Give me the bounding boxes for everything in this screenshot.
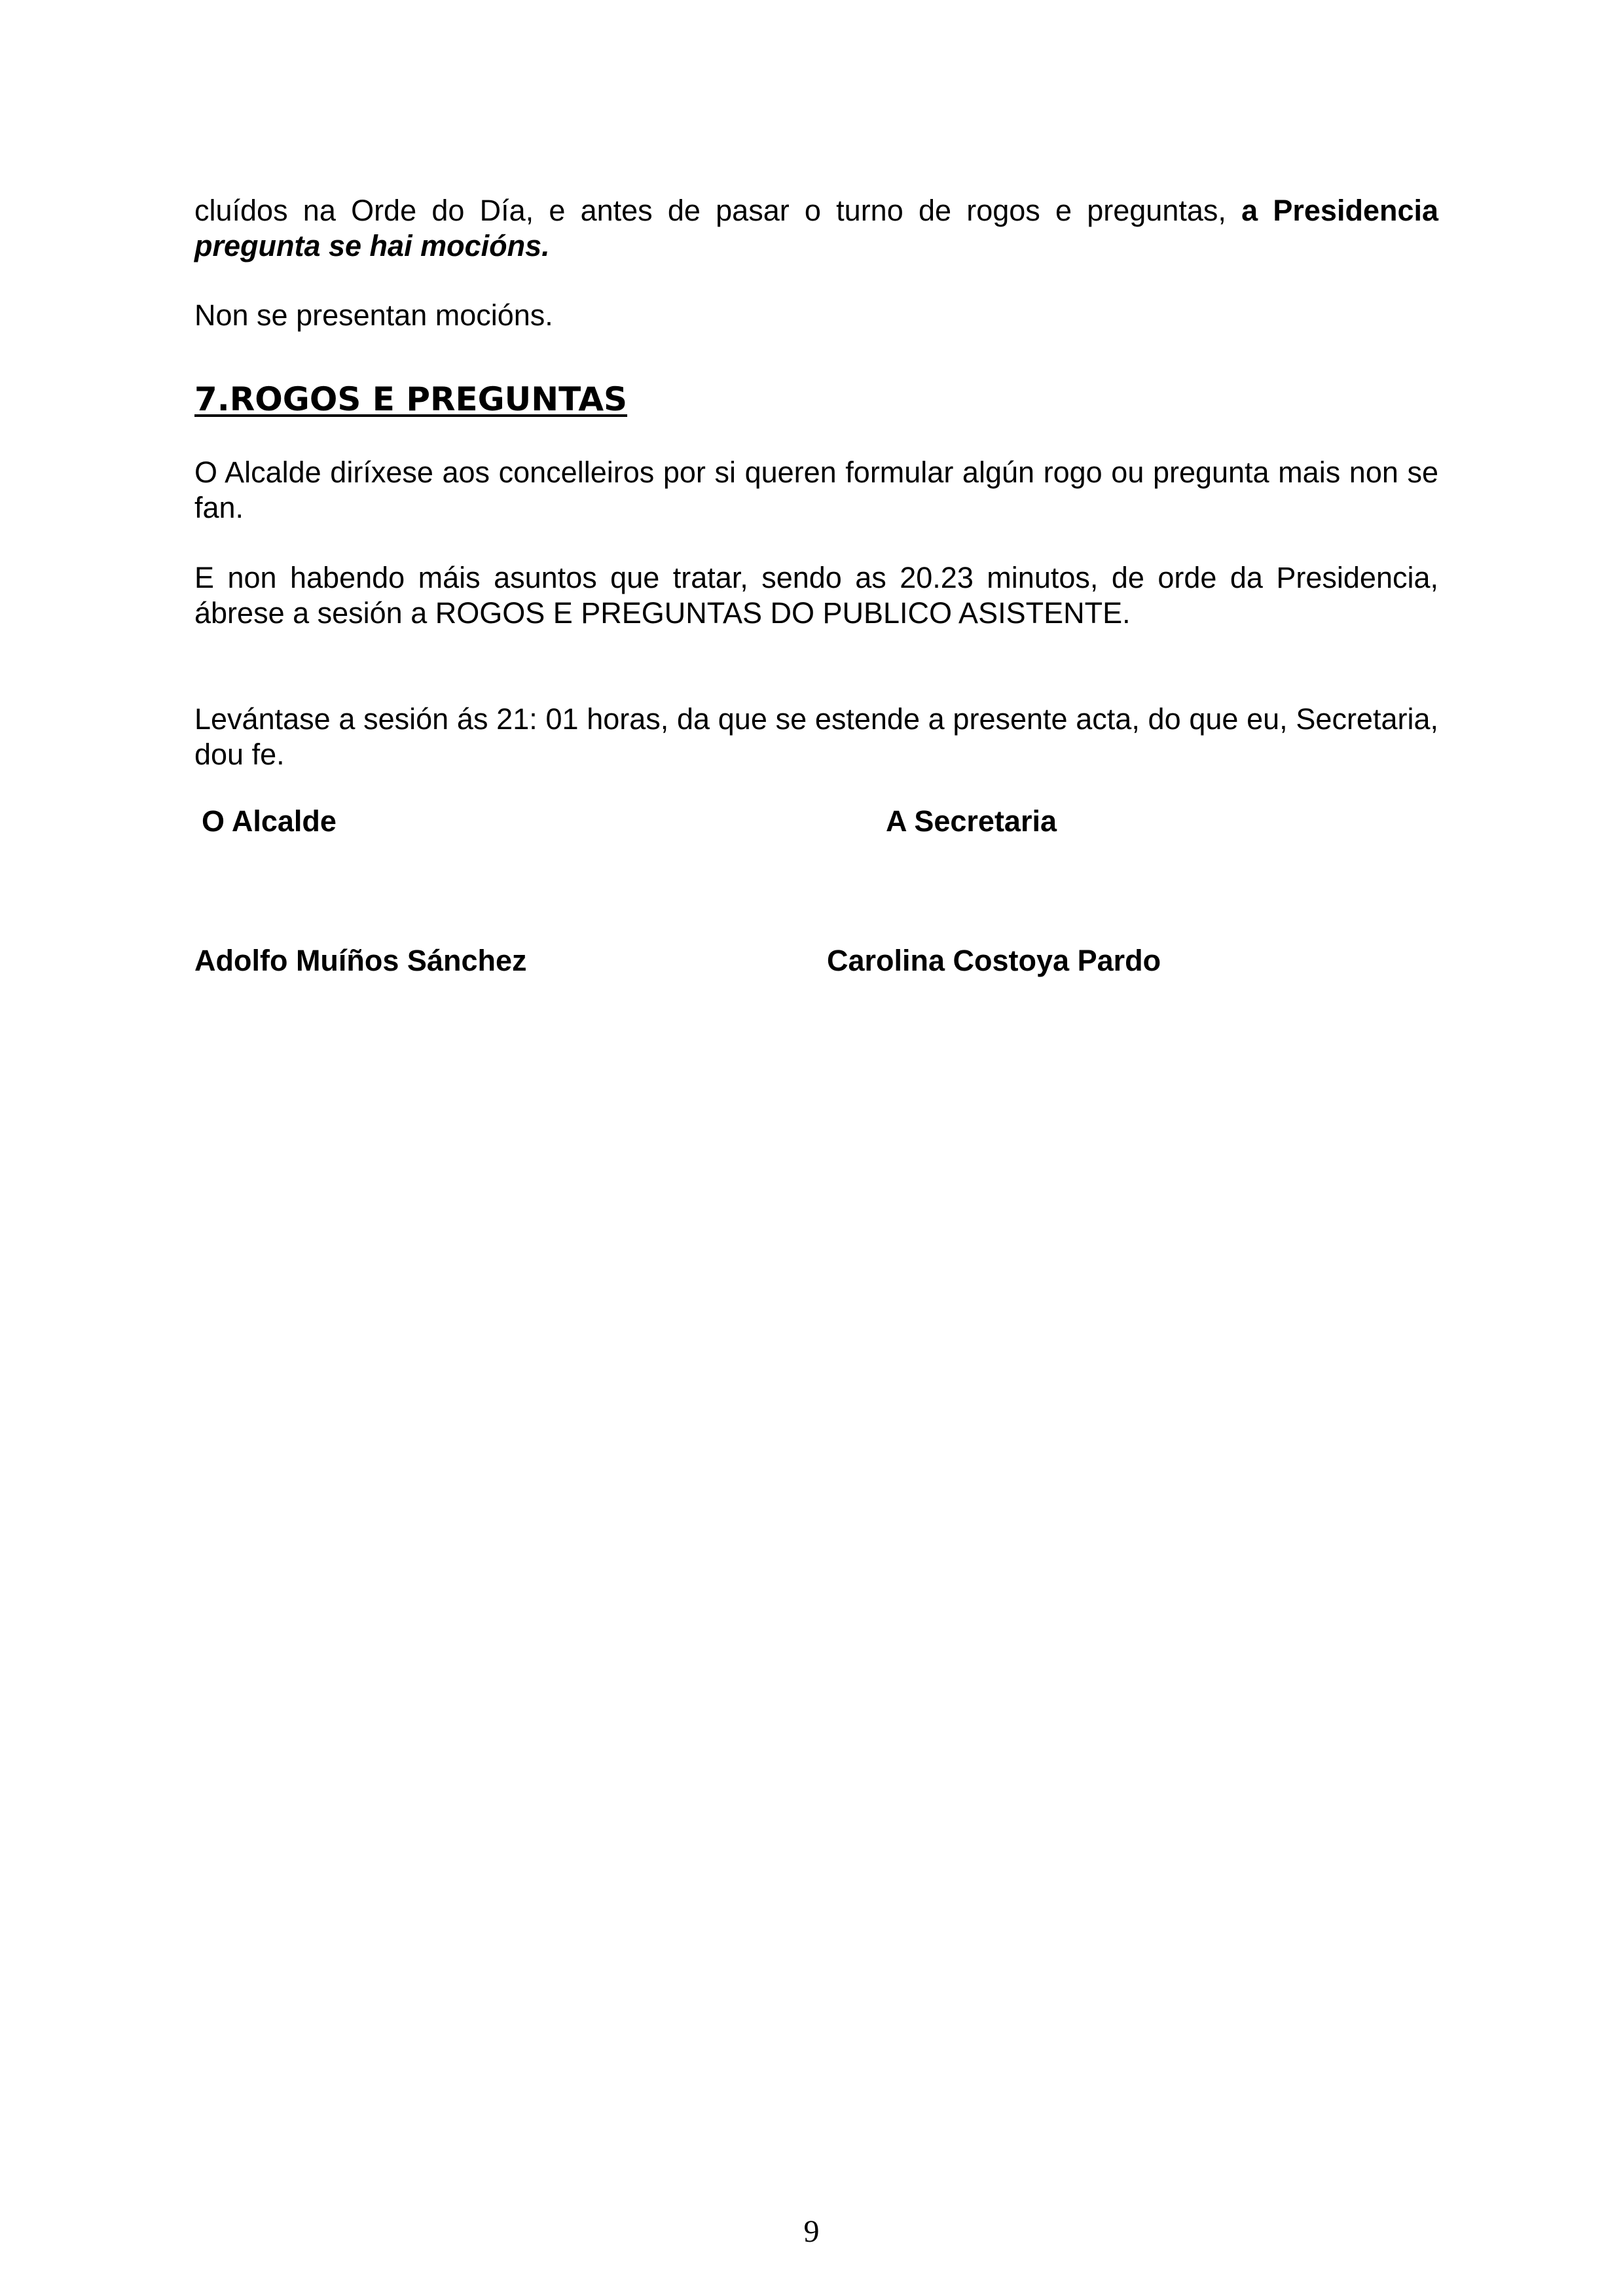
paragraph-text: Non se presentan mocións. [194, 298, 553, 332]
paragraph-alcalde [194, 455, 1438, 526]
paragraph-asuntos [194, 560, 1438, 631]
section-heading: 7.ROGOS E PREGUNTAS [194, 380, 628, 418]
paragraph-mocions-intro [194, 193, 1438, 264]
paragraph-no-mocions [194, 298, 1438, 333]
paragraph-text: Levántase a sesión ás 21: 01 horas, da que se estende a presente acta, do que eu, Secretaria, dou fe. [194, 702, 1438, 771]
signature-name-alcalde: Adolfo Muíños Sánchez [194, 944, 527, 977]
signature-role-secretaria: A Secretaria [886, 804, 1057, 838]
page-number: 9 [803, 2214, 820, 2249]
paragraph-text: E non habendo máis asuntos que tratar, sendo as 20.23 minutos, de orde da Presidencia, ábrese a sesión a ROGOS E PREGUNTAS DO PUBLICO ASISTENTE. [194, 561, 1438, 630]
signature-role-alcalde: O Alcalde [202, 804, 337, 838]
paragraph-text: cluídos na Orde do Día, e antes de pasar o turno de rogos e preguntas, [194, 194, 1242, 227]
paragraph-text: O Alcalde diríxese aos concelleiros por si queren formular algún rogo ou pregunta mais non se fan. [194, 456, 1438, 524]
paragraph-bold-italic-text: pregunta se hai mocións. [194, 229, 550, 262]
paragraph-bold-text: a Presidencia [1241, 194, 1439, 227]
signature-name-secretaria: Carolina Costoya Pardo [827, 944, 1161, 977]
paragraph-levantase [194, 702, 1438, 772]
